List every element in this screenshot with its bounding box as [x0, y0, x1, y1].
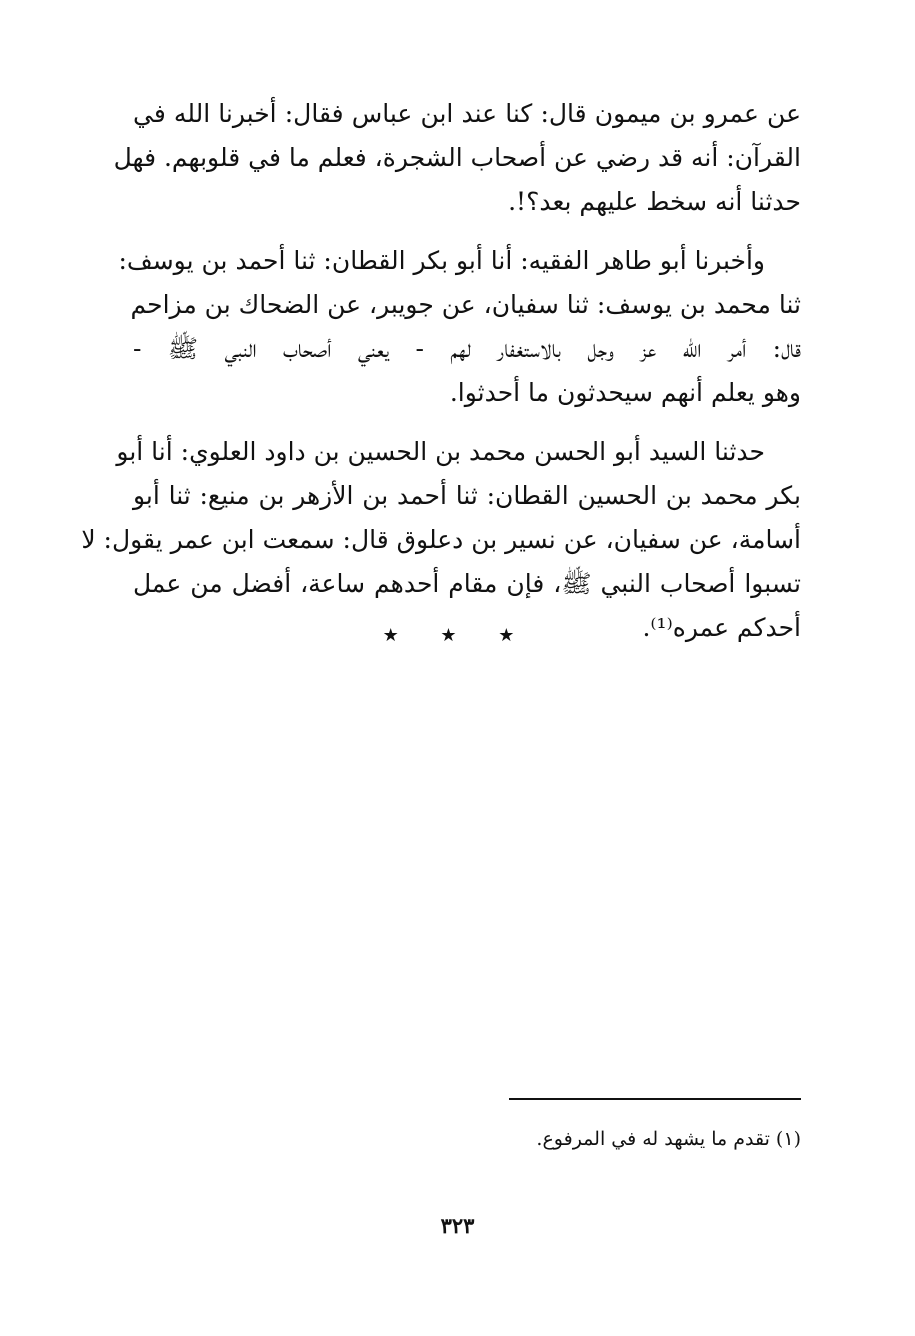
text-line: حدثنا أنه سخط عليهم بعد؟!. — [508, 187, 801, 216]
paragraph-2 — [118, 239, 801, 415]
text-line: أحدكم عمره⁽¹⁾. — [642, 613, 801, 642]
text-line: وهو يعلم أنهم سيحدثون ما أحدثوا. — [449, 378, 801, 407]
text-line: عن عمرو بن ميمون قال: كنا عند ابن عباس فقال: أخبرنا الله في — [133, 99, 801, 128]
text-line: قال: أمر الله عز وجل بالاستغفار لهم - يعني أصحاب النبي ﷺ - — [133, 334, 801, 363]
text-line: ثنا محمد بن يوسف: ثنا سفيان، عن جويبر، عن الضحاك بن مزاحم — [130, 290, 801, 319]
text-line: القرآن: أنه قد رضي عن أصحاب الشجرة، فعلم ما في قلوبهم. فهل — [113, 143, 801, 172]
paragraph-3 — [81, 430, 801, 650]
footnote-rule — [509, 1098, 801, 1100]
text-line: حدثنا السيد أبو الحسن محمد بن الحسين بن داود العلوي: أنا أبو — [116, 437, 765, 466]
section-divider-stars: ★ ★ ★ — [382, 625, 533, 646]
paragraph-1 — [113, 92, 801, 224]
footnote: (١) تقدم ما يشهد له في المرفوع. — [536, 1128, 801, 1150]
page-number: ٣٢٣ — [440, 1213, 475, 1238]
text-line: تسبوا أصحاب النبي ﷺ، فإن مقام أحدهم ساعة، أفضل من عمل — [133, 569, 801, 598]
main-text — [81, 92, 801, 665]
text-line: أسامة، عن سفيان، عن نسير بن دعلوق قال: سمعت ابن عمر يقول: لا — [81, 525, 801, 554]
text-line: وأخبرنا أبو طاهر الفقيه: أنا أبو بكر القطان: ثنا أحمد بن يوسف: — [118, 246, 765, 275]
text-line: بكر محمد بن الحسين القطان: ثنا أحمد بن الأزهر بن منيع: ثنا أبو — [133, 481, 801, 510]
